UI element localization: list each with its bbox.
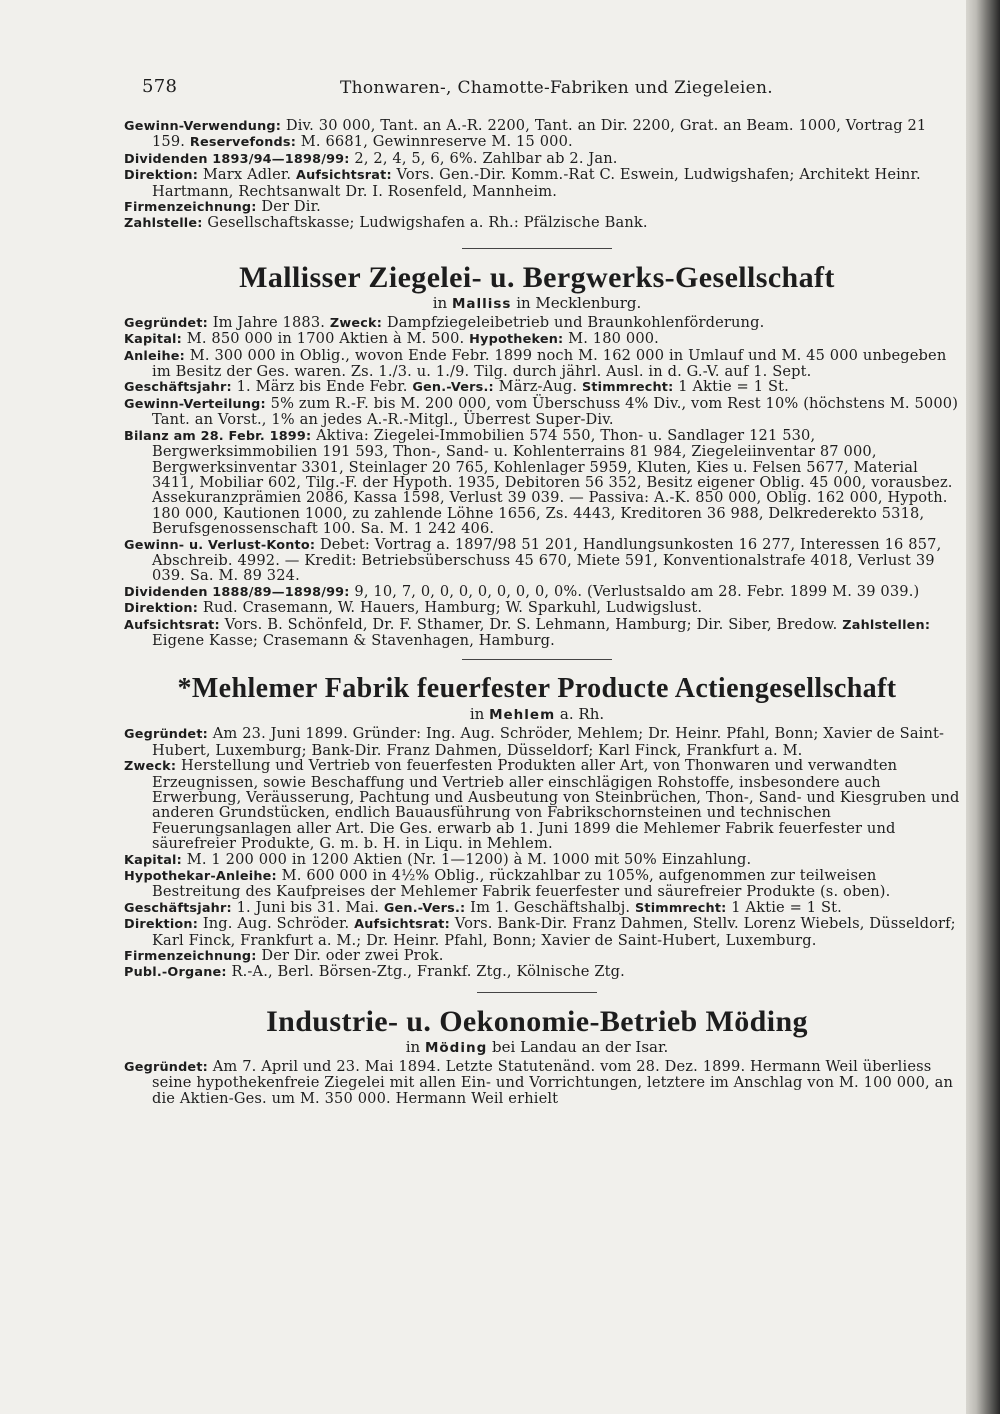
entry-kapital	[112, 852, 962, 868]
running-title: Thonwaren-, Chamotte-Fabriken und Ziegeleien.	[340, 78, 773, 98]
entry-aufsichtsrat	[112, 617, 962, 649]
entry-label: Aufsichtsrat:	[295, 168, 392, 184]
entry-label: Stimmrecht:	[581, 380, 674, 396]
entry-text: Rud. Crasemann, W. Hauers, Hamburg; W. Sparkuhl, Ludwigslust.	[198, 599, 703, 617]
entry-text: M. 300 000 in Oblig., wovon Ende Febr. 1899 noch M. 162 000 in Umlauf und M. 45 000 unbegeben im Besitz der Ges. waren. Zs. 1./3. u. 1./9. Tilg. durch jährl. Ausl. in d. G.-V. auf 1. Sept.	[152, 346, 952, 381]
entry-gewinn-verlust-konto	[112, 537, 962, 584]
entry-label: Gewinn- u. Verlust-Konto:	[124, 537, 316, 553]
entry-firmenzeichnung	[112, 199, 962, 215]
company-section-mallisser	[112, 261, 962, 649]
entry-text: R.-A., Berl. Börsen-Ztg., Frankf. Ztg., Kölnische Ztg.	[226, 963, 625, 981]
entry-label: Dividenden 1893/94—1898/99:	[124, 151, 350, 167]
entry-gegruendet	[112, 315, 962, 331]
entry-label: Gen.-Vers.:	[412, 380, 494, 396]
entry-text: 1 Aktie = 1 St.	[673, 378, 789, 396]
entry-firmenzeichnung	[112, 948, 962, 964]
scan-edge	[966, 0, 1000, 1414]
location-suffix: a. Rh.	[555, 705, 605, 724]
entry-text: März-Aug.	[493, 378, 582, 396]
entry-text: 1. Juni bis 31. Mai.	[231, 898, 384, 916]
entry-text: M. 850 000 in 1700 Aktien à M. 500.	[181, 330, 470, 348]
section-divider	[477, 992, 597, 993]
document-page	[112, 62, 965, 1402]
company-location	[112, 1039, 962, 1057]
entry-label: Anleihe:	[124, 348, 185, 364]
entry-label: Zahlstellen:	[842, 617, 931, 633]
entry-label: Gen.-Vers.:	[383, 900, 466, 916]
entry-label: Zweck:	[329, 315, 383, 331]
entry-label: Kapital:	[124, 852, 182, 868]
entry-text: 1. März bis Ende Febr.	[231, 378, 413, 396]
entry-text: 5% zum R.-F. bis M. 200 000, vom Überschuss 4% Div., vom Rest 10% (höchstens M. 5000) Tant. an Vorst., 1% an jedes A.-R.-Mitgl., Überrest Super-Div.	[152, 394, 963, 429]
entry-text: Gesellschaftskasse; Ludwigshafen a. Rh.: Pfälzische Bank.	[202, 214, 648, 232]
entry-text: Aktiva: Ziegelei-Immobilien 574 550, Thon- u. Sandlager 121 530, Bergwerksimmobilien 191 593, Thon-, Sand- u. Kohlenterrains 81 984, Ziegeleiinventar 87 000, Bergwerksinventar 3301, Steinlager 20 765, Kohlenlager 5959, Kluten, Kies u. Felsen 5677, Material 3411, Mobiliar 602, Tilg.-F. der Hypoth. 1935, Debitoren 56 352, Besitz eigener Oblig. 45 000, vorausbez. Assekuranzprämien 2086, Kassa 1598, Verlust 39 039. — Passiva: A.-K. 850 000, Oblig. 162 000, Hypoth. 180 000, Kautionen 1000, zu zahlende Löhne 1656, Zs. 4443, Kreditoren 36 988, Delkrederekto 5318, Berufsgenossenschaft 100. Sa. M. 1 242 406.	[152, 426, 958, 538]
entry-text: Im Jahre 1883.	[207, 313, 330, 331]
entry-geschaeftsjahr	[112, 379, 962, 395]
entry-label: Direktion:	[124, 917, 199, 933]
location-suffix: in Mecklenburg.	[511, 293, 642, 312]
entry-text: Marx Adler.	[198, 166, 296, 184]
entry-label: Gegründet:	[124, 315, 208, 331]
section-divider	[462, 659, 612, 660]
entry-label: Firmenzeichnung:	[124, 200, 257, 216]
entry-label: Zahlstelle:	[124, 216, 203, 232]
entry-label: Hypothekar-Anleihe:	[124, 869, 277, 885]
top-entries	[112, 118, 962, 232]
entry-zweck	[112, 757, 965, 853]
entry-label: Kapital:	[124, 332, 182, 348]
entry-direktion	[112, 167, 962, 199]
entry-label: Gewinn-Verwendung:	[124, 119, 282, 134]
entry-text: Der Dir. oder zwei Prok.	[256, 947, 444, 965]
company-location	[112, 295, 962, 313]
entry-gewinn-verteilung	[112, 396, 962, 428]
page-header	[112, 62, 962, 102]
entry-label: Geschäftsjahr:	[124, 900, 232, 916]
company-location	[112, 706, 962, 724]
location-prefix: in	[469, 705, 490, 724]
section-divider	[462, 248, 612, 249]
entry-label: Geschäftsjahr:	[124, 380, 232, 396]
entry-direktion	[112, 600, 962, 616]
entry-gegruendet	[112, 1059, 962, 1106]
entry-dividenden	[112, 151, 962, 167]
entry-text: Vors. Gen.-Dir. Komm.-Rat C. Eswein, Ludwigshafen; Architekt Heinr. Hartmann, Rechtsanwalt Dr. I. Rosenfeld, Mannheim.	[152, 166, 926, 200]
entry-hypothekar-anleihe	[112, 868, 962, 900]
entry-label: Reservefonds:	[189, 135, 297, 151]
entry-text: Ing. Aug. Schröder.	[198, 915, 355, 933]
entry-label: Aufsichtsrat:	[354, 917, 450, 933]
entry-text: M. 180 000.	[563, 330, 659, 348]
entry-text: Herstellung und Vertrieb von feuerfesten Produkten aller Art, von Thonwaren und verwandten Erzeugnissen, sowie Beschaffung und Vertrieb aller einschlägigen Rohstoffe, insbesondere auch Erwerbung, Veräusserung, Pachtung und Ausbeutung von Steinbrüchen, Thon-, Sand- und Kiesgruben und anderen Grundstücken, endlich Bauausführung von Fabrikschornsteinen und technischen Feuerungsanlagen aller Art. Die Ges. erwarb ab 1. Juni 1899 die Mehlemer Fabrik feuerfester und säurefreier Produkte, G. m. b. H. in Liqu. in Mehlem.	[152, 757, 965, 853]
entry-label: Stimmrecht:	[634, 900, 727, 916]
entry-label: Dividenden 1888/89—1898/99:	[124, 584, 350, 600]
entry-text: 1 Aktie = 1 St.	[726, 898, 842, 916]
entry-text: Am 23. Juni 1899. Gründer: Ing. Aug. Schröder, Mehlem; Dr. Heinr. Pfahl, Bonn; Xavier de Saint-Hubert, Luxemburg; Bank-Dir. Franz Dahmen, Düsseldorf; Karl Finck, Frankfurt a. M.	[152, 725, 945, 759]
entry-text: 2, 2, 4, 5, 6, 6%. Zahlbar ab 2. Jan.	[349, 149, 618, 167]
entry-text: Im 1. Geschäftshalbj.	[465, 898, 635, 916]
entry-label: Direktion:	[124, 601, 199, 617]
location-prefix: in	[432, 293, 452, 312]
entry-text: Debet: Vortrag a. 1897/98 51 201, Handlungsunkosten 16 277, Interessen 16 857, Abschreib. 4992. — Kredit: Betriebsüberschuss 45 670, Miete 591, Konventionalstrafe 4018, Verlust 39 039. Sa. M. 89 324.	[152, 535, 947, 585]
entry-label: Aufsichtsrat:	[124, 617, 220, 633]
company-section-moeding	[112, 1005, 962, 1106]
page-number: 578	[142, 76, 178, 97]
entry-text: Div. 30 000, Tant. an A.-R. 2200, Tant. an Dir. 2200, Grat. an Beam. 1000, Vortrag 21 159.	[152, 117, 932, 151]
entry-text: M. 1 200 000 in 1200 Aktien (Nr. 1—1200) à M. 1000 mit 50% Einzahlung.	[181, 850, 752, 868]
entry-text: Vors. B. Schönfeld, Dr. F. Sthamer, Dr. S. Lehmann, Hamburg; Dir. Siber, Bredow.	[219, 615, 843, 633]
location-place: Mehlem	[489, 707, 556, 724]
entry-label: Zweck:	[124, 759, 177, 775]
company-section-mehlemer	[112, 672, 965, 981]
company-title: Industrie- u. Oekonomie-Betrieb Möding	[266, 1004, 808, 1038]
entry-text: M. 6681, Gewinnreserve M. 15 000.	[296, 133, 573, 151]
entry-label: Publ.-Organe:	[124, 965, 227, 981]
entry-label: Bilanz am 28. Febr. 1899:	[124, 428, 312, 444]
location-place: Malliss	[451, 295, 512, 312]
entry-text: Der Dir.	[256, 198, 321, 216]
entry-direktion	[112, 916, 962, 948]
entry-text: 9, 10, 7, 0, 0, 0, 0, 0, 0, 0, 0%. (Verlustsaldo am 28. Febr. 1899 M. 39 039.)	[349, 582, 920, 600]
entry-zahlstelle	[112, 215, 962, 231]
company-title: Mallisser Ziegelei- u. Bergwerks-Gesellschaft	[239, 260, 835, 294]
location-prefix: in	[405, 1037, 425, 1056]
company-title: *Mehlemer Fabrik feuerfester Producte Actiengesellschaft	[177, 673, 897, 705]
entry-gegruendet	[112, 726, 962, 758]
entry-text: Am 7. April und 23. Mai 1894. Letzte Statutenänd. vom 28. Dez. 1899. Hermann Weil überliess seine hypothekenfreie Ziegelei mit allen Ein- und Vorrichtungen, letztere im Anschlag von M. 100 000, an die Aktien-Ges. um M. 350 000. Hermann Weil erhielt	[152, 1057, 958, 1107]
entry-label: Direktion:	[124, 168, 199, 184]
entry-label: Gewinn-Verteilung:	[124, 396, 266, 412]
entry-text: M. 600 000 in 4½% Oblig., rückzahlbar zu 105%, aufgenommen zur teilweisen Bestreitung des Kaufpreises der Mehlemer Fabrik feuerfester und säurefreier Produkte (s. oben).	[152, 867, 891, 901]
entry-publ-organe	[112, 964, 962, 980]
entry-dividenden	[112, 584, 962, 600]
entry-label: Firmenzeichnung:	[124, 949, 257, 965]
entry-text: Eigene Kasse; Crasemann & Stavenhagen, Hamburg.	[152, 615, 935, 649]
entry-bilanz	[112, 428, 962, 537]
location-suffix: bei Landau an der Isar.	[487, 1037, 669, 1056]
entry-label: Hypotheken:	[469, 332, 564, 348]
entry-label: Gegründet:	[124, 727, 208, 743]
entry-geschaeftsjahr	[112, 900, 962, 916]
entry-kapital	[112, 331, 962, 347]
location-place: Möding	[424, 1039, 488, 1056]
entry-gewinn-verwendung	[112, 118, 962, 151]
entry-label: Gegründet:	[124, 1059, 208, 1075]
entry-text: Vors. Bank-Dir. Franz Dahmen, Stellv. Lorenz Wiebels, Düsseldorf; Karl Finck, Frankfurt a. M.; Dr. Heinr. Pfahl, Bonn; Xavier de Saint-Hubert, Luxemburg.	[152, 915, 961, 949]
entry-anleihe	[112, 348, 962, 380]
entry-text: Dampfziegeleibetrieb und Braunkohlenförderung.	[382, 313, 765, 331]
